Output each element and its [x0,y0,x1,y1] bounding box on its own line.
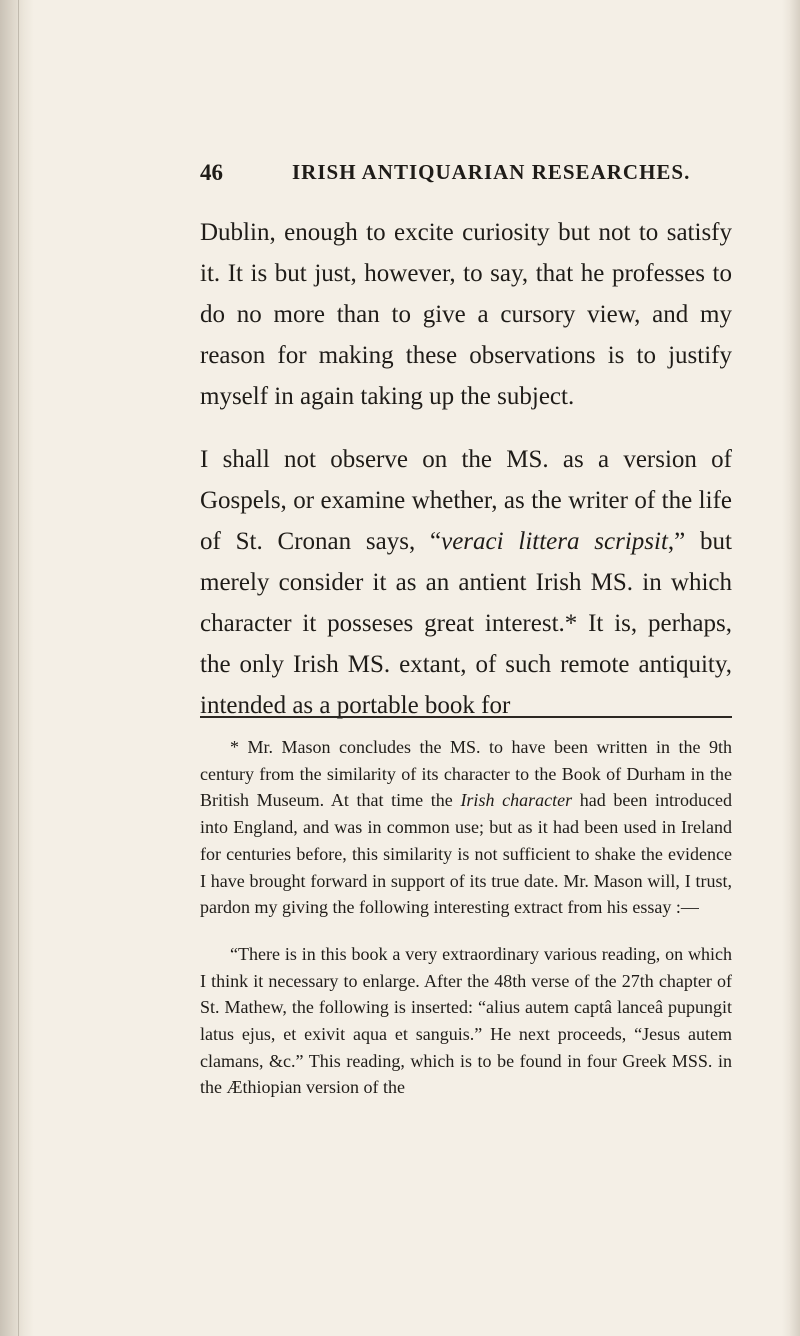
footnote-quote [200,941,732,1101]
body-paragraph-1 [200,212,732,417]
footnote-1-text-a: * Mr. Mason concludes the MS. to have been written in the 9th century from the similarity of its character to the Book of Durham in the British Museum. At that time the [200,737,732,811]
footnote-1 [200,734,732,921]
page-edge-shadow [0,0,34,1336]
body-paragraph-2 [200,439,732,726]
paragraph-2-text-b: ,” but merely consider it as an antient Irish MS. in which character it posseses great interest.* It is, perhaps, the only Irish MS. extant, of such remote antiquity, intended as a portable book for [200,528,732,719]
footnote-divider [200,716,732,718]
page-header [200,160,760,190]
footnotes [200,734,732,1101]
footnote-quote-text: “There is in this book a very extraordinary various reading, on which I think it necessary to enlarge. After the 48th verse of the 27th chapter of St. Mathew, the following is inserted: “alius autem captâ lanceâ pupungit latus ejus, et exivit aqua et sanguis.” He next proceeds, “Jesus autem clamans, &c.” This reading, which is to be found in four Greek MSS. in the Æthiopian version of the [200,943,732,1098]
page-edge-right [782,0,800,1336]
body-text [200,212,732,726]
footnote-1-italic: Irish character [460,790,573,811]
paragraph-1-text: Dublin, enough to excite curiosity but not to satisfy it. It is but just, however, to say, that he professes to do no more than to give a cursory view, and my reason for making these observations is to justify myself in again taking up the subject. [200,219,732,410]
paragraph-2-text-a: I shall not observe on the MS. as a version of Gospels, or examine whether, as the writer of the life of St. Cronan says, “ [200,446,732,555]
latin-quote: veraci littera scripsit [441,528,668,555]
running-head: IRISH ANTIQUARIAN RESEARCHES. [292,160,691,184]
footnote-1-text-b: had been introduced into England, and was in common use; but as it had been used in Ireland for centuries before, this similarity is not sufficient to shake the evidence I have brought forward in support of its true date. Mr. Mason will, I trust, pardon my giving the following interesting extract from his essay :— [200,790,732,918]
page-number: 46 [200,160,223,185]
